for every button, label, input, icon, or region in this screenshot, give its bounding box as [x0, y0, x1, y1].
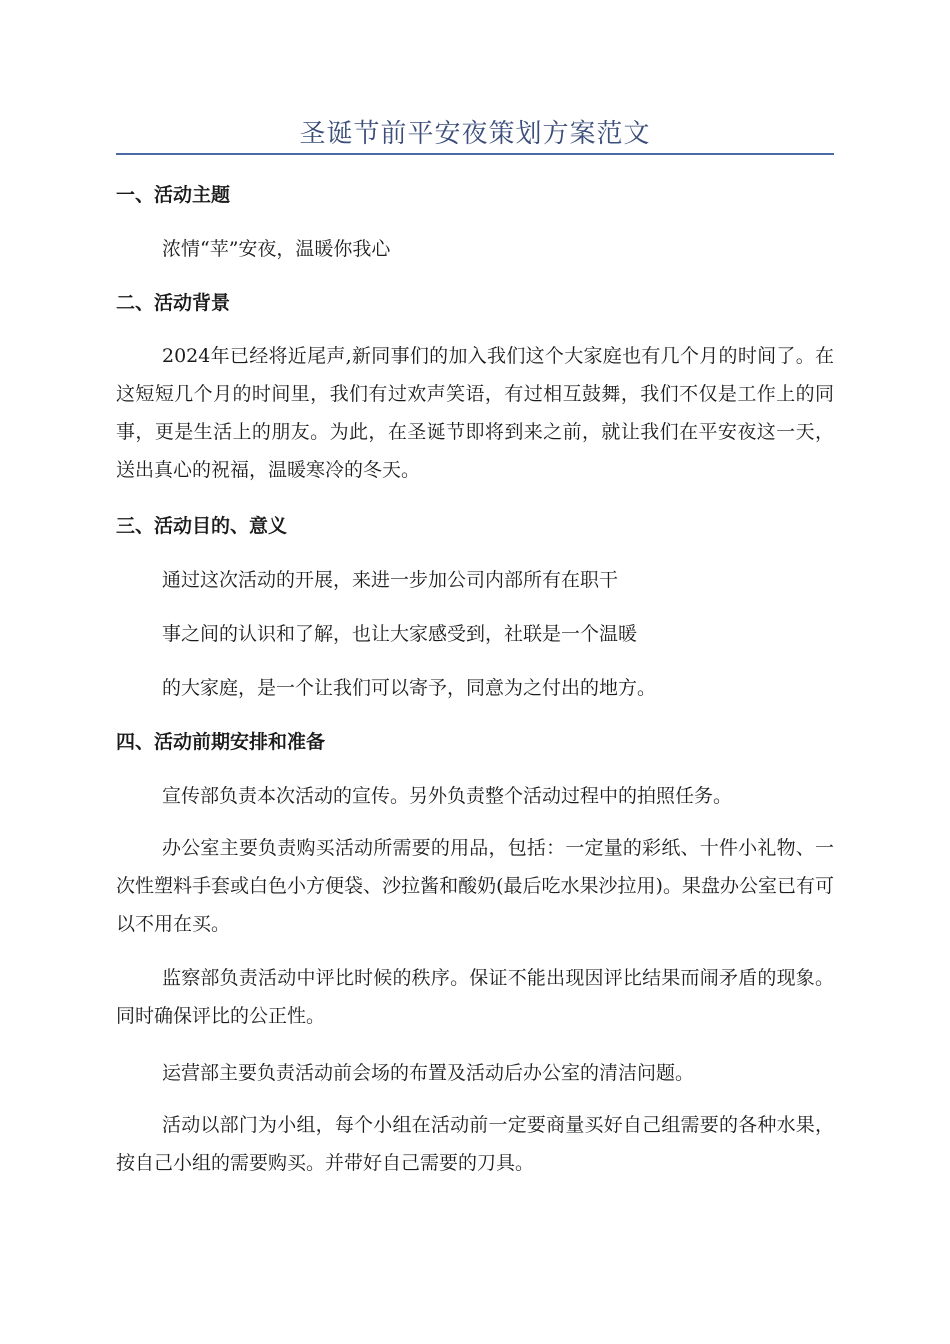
- preparation-paragraph-groups: 活动以部门为小组，每个小组在活动前一定要商量买好自己组需要的各种水果，按自己小组的需要购买。并带好自己需要的刀具。: [116, 1114, 834, 1174]
- section-heading-theme: 一、活动主题: [116, 184, 231, 206]
- section-heading-background: 二、活动背景: [116, 292, 231, 314]
- preparation-paragraph-supervision: 监察部负责活动中评比时候的秩序。保证不能出现因评比结果而闹矛盾的现象。同时确保评比的公正性。: [116, 967, 834, 1027]
- purpose-line-3: 的大家庭，是一个让我们可以寄予，同意为之付出的地方。: [162, 677, 657, 699]
- document-title: 圣诞节前平安夜策划方案范文: [299, 119, 651, 149]
- purpose-line-2: 事之间的认识和了解，也让大家感受到，社联是一个温暖: [162, 623, 638, 645]
- preparation-paragraph-publicity: 宣传部负责本次活动的宣传。另外负责整个活动过程中的拍照任务。: [162, 785, 733, 807]
- title-underline: [116, 153, 834, 155]
- purpose-line-1: 通过这次活动的开展，来进一步加公司内部所有在职干: [162, 569, 619, 591]
- section-heading-preparation: 四、活动前期安排和准备: [116, 731, 326, 753]
- preparation-paragraph-operations: 运营部主要负责活动前会场的布置及活动后办公室的清洁问题。: [162, 1062, 695, 1084]
- theme-paragraph: 浓情“苹”安夜，温暖你我心: [162, 238, 391, 260]
- preparation-paragraph-office: 办公室主要负责购买活动所需要的用品，包括：一定量的彩纸、十件小礼物、一次性塑料手套或白色小方便袋、沙拉酱和酸奶(最后吃水果沙拉用)。果盘办公室已有可以不用在买。: [116, 837, 834, 935]
- background-paragraph: 2024年已经将近尾声,新同事们的加入我们这个大家庭也有几个月的时间了。在这短短几个月的时间里，我们有过欢声笑语，有过相互鼓舞，我们不仅是工作上的同事，更是生活上的朋友。为此，在圣诞节即将到来之前，就让我们在平安夜这一天，送出真心的祝福，温暖寒冷的冬天。: [116, 345, 834, 481]
- section-heading-purpose: 三、活动目的、意义: [116, 515, 288, 537]
